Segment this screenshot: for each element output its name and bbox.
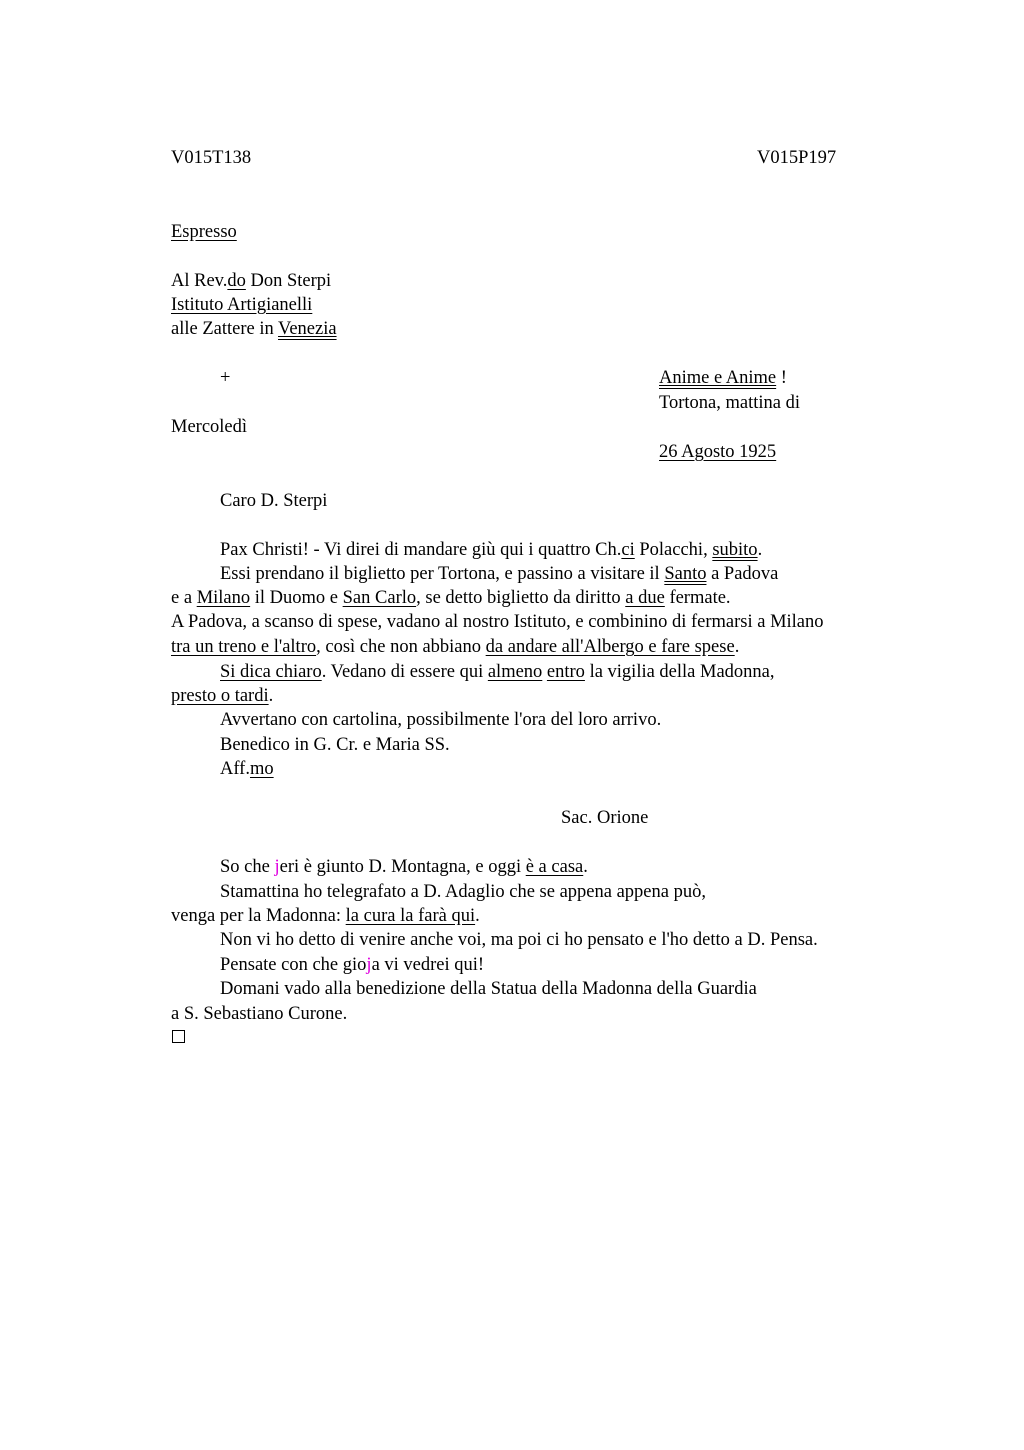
closing: Aff.mo bbox=[220, 759, 274, 779]
salutation: Caro D. Sterpi bbox=[220, 491, 328, 511]
place-line: Tortona, mattina di bbox=[659, 393, 801, 413]
cross-sign: + bbox=[220, 368, 231, 388]
body-line-7: presto o tardi. bbox=[171, 686, 274, 706]
ps-line-1: So che jeri è giunto D. Montagna, e oggi è a casa. bbox=[220, 857, 588, 877]
body-line-5: tra un treno e l'altro, così che non abbiano da andare all'Albergo e fare spese. bbox=[171, 637, 740, 657]
ps-line-5: Pensate con che gioja vi vedrei qui! bbox=[220, 955, 485, 975]
weekday: Mercoledì bbox=[171, 417, 248, 437]
ps-line-2: Stamattina ho telegrafato a D. Adaglio che se appena appena può, bbox=[220, 882, 706, 902]
letter-date: 26 Agosto 1925 bbox=[659, 442, 777, 462]
left-code: V015T138 bbox=[171, 148, 252, 168]
motto: Anime e Anime ! bbox=[659, 368, 787, 388]
body-line-1: Pax Christi! - Vi direi di mandare giù qui i quattro Ch.ci Polacchi, subito. bbox=[220, 540, 763, 560]
ps-line-7: a S. Sebastiano Curone. bbox=[171, 1004, 348, 1024]
ps-line-6: Domani vado alla benedizione della Statua della Madonna della Guardia bbox=[220, 979, 757, 999]
espresso-label: Espresso bbox=[171, 222, 237, 242]
body-line-2: Essi prendano il biglietto per Tortona, e passino a visitare il Santo a Padova bbox=[220, 564, 779, 584]
body-line-6: Si dica chiaro. Vedano di essere qui almeno entro la vigilia della Madonna, bbox=[220, 662, 775, 682]
ps-line-3: venga per la Madonna: la cura la farà qui. bbox=[171, 906, 480, 926]
body-line-4: A Padova, a scanso di spese, vadano al nostro Istituto, e combinino di fermarsi a Milano bbox=[171, 612, 824, 632]
end-box-icon bbox=[172, 1030, 185, 1043]
right-code: V015P197 bbox=[757, 148, 837, 168]
address-line-3: alle Zattere in Venezia bbox=[171, 319, 337, 339]
address-line-1: Al Rev.do Don Sterpi bbox=[171, 271, 332, 291]
address-line-2: Istituto Artigianelli bbox=[171, 295, 313, 315]
body-line-3: e a Milano il Duomo e San Carlo, se detto biglietto da diritto a due fermate. bbox=[171, 588, 731, 608]
body-line-8: Avvertano con cartolina, possibilmente l'ora del loro arrivo. bbox=[220, 710, 662, 730]
body-line-9: Benedico in G. Cr. e Maria SS. bbox=[220, 735, 450, 755]
signature: Sac. Orione bbox=[561, 808, 649, 828]
ps-line-4: Non vi ho detto di venire anche voi, ma poi ci ho pensato e l'ho detto a D. Pensa. bbox=[220, 930, 818, 950]
